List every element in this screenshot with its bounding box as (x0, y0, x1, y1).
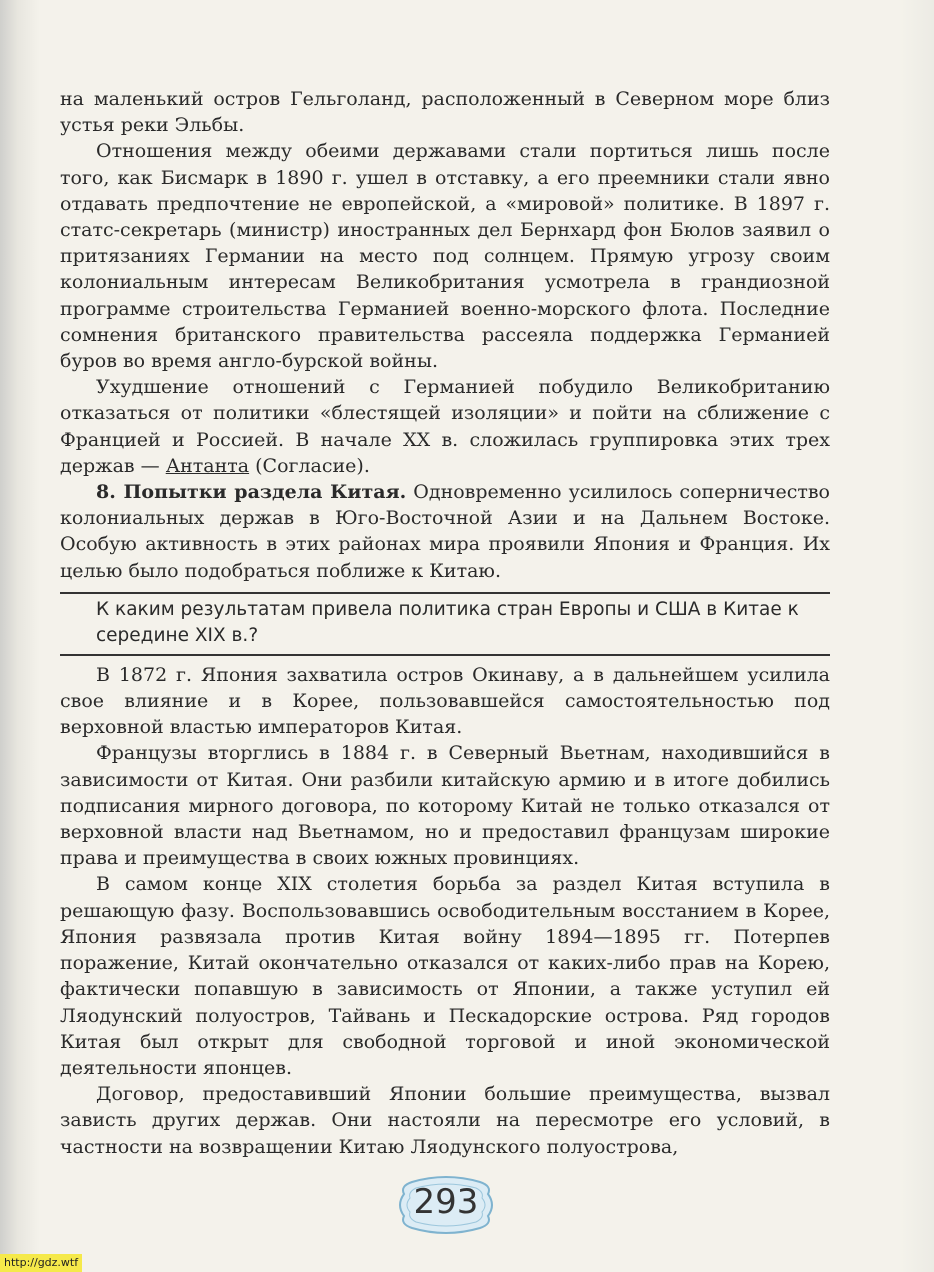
paragraph: В самом конце XIX столетия борьба за раздел Китая вступила в решающую фазу. Воспользовавшись освободительным восстанием в Корее, Япония развязала против Китая войну 1894—1895 гг. Потерпев поражение, Китай окончательно отказался от каких-либо прав на Корею, фактически попавшую в зависимость от Японии, а также уступил ей Ляодунский полуостров, Тайвань и Пескадорские острова. Ряд городов Китая был открыт для свободной торговой и иной экономической деятельности японцев. (60, 873, 830, 1079)
paragraph: В 1872 г. Япония захватила остров Окинаву, а в дальнейшем усилила свое влияние и в Корее, пользовавшейся самостоятельностью под верховной властью императоров Китая. (60, 663, 830, 739)
page-number: 293 (413, 1182, 479, 1222)
paragraph: Отношения между обеими державами стали портиться лишь после того, как Бисмарк в 1890 г. ушел в отставку, а его преемники стали явно отдавать предпочтение не европейской, а «мировой» политике. В 1897 г. статс-секретарь (министр) иностранных дел Бернхард фон Бюлов заявил о притязаниях Германии на место под солнцем. Прямую угрозу своим колониальным интересам Великобритания усмотрела в грандиозной программе строительства Германией военно-морского флота. Последние сомнения британского правительства рассеяла поддержка Германией буров во время англо-бурской войны. (60, 140, 830, 373)
paragraph: Договор, предоставивший Японии большие преимущества, вызвал зависть других держав. Они настояли на пересмотре его условий, в частности на возвращении Китаю Ляодунского полуострова, (60, 1083, 830, 1158)
section-8 (60, 479, 830, 584)
section-text: Одновременно усилилось соперничество колониальных держав в Юго-Восточной Азии и на Дальнем Востоке. Особую активность в этих районах мира проявили Япония и Франция. Их целью было подобраться поближе к Китаю. (60, 481, 830, 582)
page-number-badge (398, 1174, 494, 1236)
page-text (60, 86, 830, 1160)
section-heading: 8. Попытки раздела Китая. (96, 481, 407, 504)
review-question: К каким результатам привела политика стран Европы и США в Китае к середине XIX в.? (60, 592, 830, 656)
watermark-link[interactable]: http://gdz.wtf (0, 1254, 82, 1272)
paragraph-text: Ухудшение отношений с Германией побудило Великобританию отказаться от политики «блестящей изоляции» и пойти на сближение с Францией и Россией. В начале XX в. сложилась группировка этих трех держав — (60, 376, 830, 477)
term-entente: Антанта (165, 454, 250, 477)
paragraph-text: (Согласие). (249, 454, 370, 477)
paragraph: Французы вторглись в 1884 г. в Северный Вьетнам, находившийся в зависимости от Китая. Они разбили китайскую армию и в итоге добились подписания мирного договора, по которому Китай не только отказался от верховной власти над Вьетнамом, но и предоставил французам широкие права и преимущества в своих южных провинциях. (60, 742, 830, 870)
paragraph-entente (60, 374, 830, 479)
paragraph: на маленький остров Гельголанд, расположенный в Северном море близ устья реки Эльбы. (60, 88, 830, 137)
